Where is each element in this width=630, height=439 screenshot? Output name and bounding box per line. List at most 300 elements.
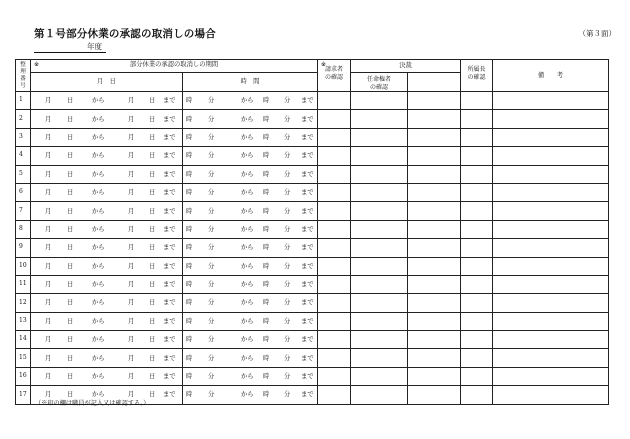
authority-confirm-cell[interactable] bbox=[351, 202, 408, 220]
requester-label-1: 請求者 bbox=[324, 66, 343, 73]
to-label: まで bbox=[301, 391, 314, 399]
from-label: から bbox=[241, 97, 254, 105]
time-range-field[interactable] bbox=[183, 239, 318, 257]
to-label: まで bbox=[163, 244, 176, 252]
remarks-cell[interactable] bbox=[493, 202, 609, 220]
requester-confirm-cell[interactable] bbox=[318, 386, 351, 404]
hour-label: 時 bbox=[263, 97, 270, 105]
month-label: 月 bbox=[45, 336, 52, 344]
month-label: 月 bbox=[45, 373, 52, 381]
date-range-field[interactable] bbox=[31, 239, 183, 257]
requester-confirm-cell[interactable] bbox=[318, 312, 351, 330]
minute-label: 分 bbox=[284, 281, 291, 289]
dept-head-confirm-cell[interactable] bbox=[461, 312, 493, 330]
year-label: 年度 bbox=[87, 42, 102, 51]
row-number: 15 bbox=[16, 349, 31, 367]
remarks-cell[interactable] bbox=[493, 183, 609, 201]
day-label: 日 bbox=[67, 336, 74, 344]
requester-confirm-cell[interactable] bbox=[318, 367, 351, 385]
row-number: 4 bbox=[16, 147, 31, 165]
minute-label: 分 bbox=[208, 299, 215, 307]
requester-confirm-cell[interactable] bbox=[318, 331, 351, 349]
hour-label: 時 bbox=[263, 189, 270, 197]
authority-confirm-cell[interactable] bbox=[351, 128, 408, 146]
authority-confirm-cell[interactable] bbox=[351, 92, 408, 110]
to-label: まで bbox=[301, 317, 314, 325]
date-range-field[interactable] bbox=[31, 312, 183, 330]
table-row bbox=[16, 147, 609, 165]
dept-head-confirm-cell[interactable] bbox=[461, 110, 493, 128]
table-row bbox=[16, 202, 609, 220]
month-label: 月 bbox=[128, 152, 135, 160]
row-number: 10 bbox=[16, 257, 31, 275]
dept-head-confirm-cell[interactable] bbox=[461, 275, 493, 293]
dept-head-confirm-cell[interactable] bbox=[461, 220, 493, 238]
remarks-cell[interactable] bbox=[493, 165, 609, 183]
time-range-field[interactable] bbox=[183, 202, 318, 220]
time-range-field[interactable] bbox=[183, 275, 318, 293]
time-range-field[interactable] bbox=[183, 294, 318, 312]
month-label: 月 bbox=[128, 391, 135, 399]
decision-cell[interactable] bbox=[408, 202, 461, 220]
row-number: 13 bbox=[16, 312, 31, 330]
authority-confirm-cell[interactable] bbox=[351, 110, 408, 128]
month-label: 月 bbox=[128, 281, 135, 289]
month-label: 月 bbox=[45, 244, 52, 252]
time-range-field[interactable] bbox=[183, 349, 318, 367]
requester-confirm-cell[interactable] bbox=[318, 257, 351, 275]
requester-confirm-cell[interactable] bbox=[318, 275, 351, 293]
remarks-cell[interactable] bbox=[493, 331, 609, 349]
form-title: 第１号部分休業の承認の取消しの場合 bbox=[34, 28, 216, 40]
date-range-field[interactable] bbox=[31, 220, 183, 238]
row-number: 1 bbox=[16, 92, 31, 110]
hour-label: 時 bbox=[263, 317, 270, 325]
from-label: から bbox=[241, 354, 254, 362]
to-label: まで bbox=[163, 281, 176, 289]
decision-cell[interactable] bbox=[408, 183, 461, 201]
authority-confirm-cell[interactable] bbox=[351, 386, 408, 404]
hour-label: 時 bbox=[263, 336, 270, 344]
date-range-field[interactable] bbox=[31, 147, 183, 165]
to-label: まで bbox=[163, 170, 176, 178]
column-number-header: 整 理 番 号 bbox=[16, 60, 31, 92]
day-label: 日 bbox=[149, 317, 156, 325]
time-range-field[interactable] bbox=[183, 183, 318, 201]
to-label: まで bbox=[163, 299, 176, 307]
authority-confirm-cell[interactable] bbox=[351, 367, 408, 385]
to-label: まで bbox=[301, 299, 314, 307]
hour-label: 時 bbox=[263, 281, 270, 289]
to-label: まで bbox=[163, 115, 176, 123]
month-label: 月 bbox=[45, 281, 52, 289]
remarks-cell[interactable] bbox=[493, 147, 609, 165]
minute-label: 分 bbox=[208, 115, 215, 123]
day-label: 日 bbox=[149, 170, 156, 178]
decision-cell[interactable] bbox=[408, 275, 461, 293]
authority-confirm-cell[interactable] bbox=[351, 220, 408, 238]
month-label: 月 bbox=[128, 262, 135, 270]
hour-label: 時 bbox=[263, 299, 270, 307]
from-label: から bbox=[92, 262, 105, 270]
to-label: まで bbox=[301, 336, 314, 344]
date-range-field[interactable] bbox=[31, 294, 183, 312]
row-number: 12 bbox=[16, 294, 31, 312]
to-label: まで bbox=[163, 207, 176, 215]
month-label: 月 bbox=[128, 207, 135, 215]
from-label: から bbox=[92, 354, 105, 362]
authority-confirm-cell[interactable] bbox=[351, 349, 408, 367]
hour-label: 時 bbox=[186, 244, 193, 252]
minute-label: 分 bbox=[284, 115, 291, 123]
day-label: 日 bbox=[67, 152, 74, 160]
day-label: 日 bbox=[149, 391, 156, 399]
decision-cell[interactable] bbox=[408, 110, 461, 128]
time-range-field[interactable] bbox=[183, 367, 318, 385]
from-label: から bbox=[92, 133, 105, 141]
dept-head-confirm-cell[interactable] bbox=[461, 349, 493, 367]
authority-confirm-cell[interactable] bbox=[351, 294, 408, 312]
decision-cell[interactable] bbox=[408, 312, 461, 330]
day-label: 日 bbox=[149, 299, 156, 307]
from-label: から bbox=[92, 244, 105, 252]
minute-label: 分 bbox=[284, 299, 291, 307]
authority-confirm-cell[interactable] bbox=[351, 183, 408, 201]
authority-confirm-cell[interactable] bbox=[351, 239, 408, 257]
month-label: 月 bbox=[128, 189, 135, 197]
time-range-field[interactable] bbox=[183, 147, 318, 165]
month-label: 月 bbox=[45, 170, 52, 178]
requester-confirm-cell[interactable] bbox=[318, 220, 351, 238]
to-label: まで bbox=[163, 391, 176, 399]
minute-label: 分 bbox=[208, 133, 215, 141]
month-label: 月 bbox=[45, 115, 52, 123]
decision-cell[interactable] bbox=[408, 257, 461, 275]
remarks-cell[interactable] bbox=[493, 128, 609, 146]
period-header bbox=[31, 60, 318, 73]
from-label: から bbox=[92, 281, 105, 289]
day-label: 日 bbox=[149, 115, 156, 123]
from-label: から bbox=[241, 244, 254, 252]
table-row bbox=[16, 220, 609, 238]
table-row bbox=[16, 312, 609, 330]
dept-head-confirm-cell[interactable] bbox=[461, 294, 493, 312]
time-range-field[interactable] bbox=[183, 220, 318, 238]
minute-label: 分 bbox=[284, 207, 291, 215]
hour-label: 時 bbox=[263, 244, 270, 252]
remarks-cell[interactable] bbox=[493, 220, 609, 238]
day-label: 日 bbox=[67, 317, 74, 325]
from-label: から bbox=[241, 225, 254, 233]
date-range-field[interactable] bbox=[31, 349, 183, 367]
year-field[interactable] bbox=[34, 40, 106, 53]
row-number: 9 bbox=[16, 239, 31, 257]
authority-confirm-cell[interactable] bbox=[351, 165, 408, 183]
day-label: 日 bbox=[149, 262, 156, 270]
from-label: から bbox=[241, 373, 254, 381]
remarks-cell[interactable] bbox=[493, 110, 609, 128]
table-row bbox=[16, 165, 609, 183]
date-range-field[interactable] bbox=[31, 110, 183, 128]
date-range-field[interactable] bbox=[31, 128, 183, 146]
to-label: まで bbox=[301, 207, 314, 215]
day-label: 日 bbox=[67, 391, 74, 399]
remarks-cell[interactable] bbox=[493, 239, 609, 257]
time-range-field[interactable] bbox=[183, 331, 318, 349]
time-range-field[interactable] bbox=[183, 386, 318, 404]
day-label: 日 bbox=[67, 225, 74, 233]
day-label: 日 bbox=[149, 152, 156, 160]
month-label: 月 bbox=[128, 225, 135, 233]
requester-confirm-cell[interactable] bbox=[318, 110, 351, 128]
dept-head-confirm-cell[interactable] bbox=[461, 331, 493, 349]
hour-label: 時 bbox=[263, 354, 270, 362]
from-label: から bbox=[241, 281, 254, 289]
table-row bbox=[16, 110, 609, 128]
requester-confirm-cell[interactable] bbox=[318, 294, 351, 312]
remarks-cell[interactable] bbox=[493, 294, 609, 312]
time-range-field[interactable] bbox=[183, 165, 318, 183]
day-label: 日 bbox=[67, 373, 74, 381]
decision-cell[interactable] bbox=[408, 92, 461, 110]
day-label: 日 bbox=[67, 115, 74, 123]
minute-label: 分 bbox=[208, 336, 215, 344]
remarks-cell[interactable] bbox=[493, 312, 609, 330]
month-label: 月 bbox=[128, 97, 135, 105]
from-label: から bbox=[92, 152, 105, 160]
minute-label: 分 bbox=[284, 170, 291, 178]
remarks-cell[interactable] bbox=[493, 386, 609, 404]
month-label: 月 bbox=[128, 336, 135, 344]
hour-label: 時 bbox=[186, 281, 193, 289]
to-label: まで bbox=[301, 189, 314, 197]
time-range-field[interactable] bbox=[183, 257, 318, 275]
row-number: 6 bbox=[16, 183, 31, 201]
month-label: 月 bbox=[45, 189, 52, 197]
mark-symbol: ※ bbox=[34, 62, 39, 68]
dept-head-confirm-cell[interactable] bbox=[461, 257, 493, 275]
time-range-field[interactable] bbox=[183, 128, 318, 146]
month-label: 月 bbox=[128, 133, 135, 141]
table-row bbox=[16, 367, 609, 385]
dept-head-confirm-cell[interactable] bbox=[461, 165, 493, 183]
hour-label: 時 bbox=[186, 354, 193, 362]
minute-label: 分 bbox=[208, 225, 215, 233]
row-number: 3 bbox=[16, 128, 31, 146]
day-label: 日 bbox=[67, 97, 74, 105]
requester-confirm-cell[interactable] bbox=[318, 128, 351, 146]
table-row bbox=[16, 349, 609, 367]
to-label: まで bbox=[301, 115, 314, 123]
date-range-field[interactable] bbox=[31, 165, 183, 183]
date-range-field[interactable] bbox=[31, 202, 183, 220]
month-label: 月 bbox=[45, 391, 52, 399]
minute-label: 分 bbox=[208, 281, 215, 289]
from-label: から bbox=[92, 115, 105, 123]
remarks-cell[interactable] bbox=[493, 92, 609, 110]
decision-cell[interactable] bbox=[408, 349, 461, 367]
decision-cell[interactable] bbox=[408, 331, 461, 349]
date-range-field[interactable] bbox=[31, 275, 183, 293]
hour-label: 時 bbox=[186, 152, 193, 160]
to-label: まで bbox=[163, 262, 176, 270]
from-label: から bbox=[241, 299, 254, 307]
minute-label: 分 bbox=[208, 262, 215, 270]
remarks-cell[interactable] bbox=[493, 367, 609, 385]
to-label: まで bbox=[163, 317, 176, 325]
remarks-cell[interactable] bbox=[493, 349, 609, 367]
hour-label: 時 bbox=[186, 97, 193, 105]
hour-label: 時 bbox=[186, 391, 193, 399]
time-range-field[interactable] bbox=[183, 312, 318, 330]
dept-head-confirm-cell[interactable] bbox=[461, 202, 493, 220]
table-row bbox=[16, 331, 609, 349]
requester-confirm-cell[interactable] bbox=[318, 92, 351, 110]
minute-label: 分 bbox=[284, 244, 291, 252]
minute-label: 分 bbox=[284, 373, 291, 381]
authority-confirm-cell[interactable] bbox=[351, 147, 408, 165]
table-row bbox=[16, 257, 609, 275]
table-row bbox=[16, 275, 609, 293]
decision-cell[interactable] bbox=[408, 220, 461, 238]
from-label: から bbox=[241, 152, 254, 160]
table-row bbox=[16, 239, 609, 257]
authority-label-2: の確認 bbox=[369, 83, 388, 91]
hour-label: 時 bbox=[263, 115, 270, 123]
requester-confirm-cell[interactable] bbox=[318, 183, 351, 201]
date-range-field[interactable] bbox=[31, 257, 183, 275]
day-label: 日 bbox=[149, 244, 156, 252]
month-label: 月 bbox=[45, 207, 52, 215]
minute-label: 分 bbox=[208, 373, 215, 381]
month-label: 月 bbox=[45, 225, 52, 233]
authority-confirm-cell[interactable] bbox=[351, 275, 408, 293]
from-label: から bbox=[92, 207, 105, 215]
hour-label: 時 bbox=[186, 170, 193, 178]
remarks-cell[interactable] bbox=[493, 275, 609, 293]
from-label: から bbox=[241, 317, 254, 325]
requester-confirm-cell[interactable] bbox=[318, 202, 351, 220]
dept-head-label-2: の確認 bbox=[467, 73, 486, 81]
requester-confirm-cell[interactable] bbox=[318, 165, 351, 183]
month-label: 月 bbox=[128, 244, 135, 252]
time-range-field[interactable] bbox=[183, 92, 318, 110]
from-label: から bbox=[241, 133, 254, 141]
to-label: まで bbox=[301, 281, 314, 289]
date-range-field[interactable] bbox=[31, 92, 183, 110]
minute-label: 分 bbox=[208, 244, 215, 252]
from-label: から bbox=[241, 170, 254, 178]
minute-label: 分 bbox=[208, 207, 215, 215]
row-number: 2 bbox=[16, 110, 31, 128]
authority-confirm-cell[interactable] bbox=[351, 312, 408, 330]
decision-cell[interactable] bbox=[408, 367, 461, 385]
from-label: から bbox=[241, 115, 254, 123]
minute-label: 分 bbox=[284, 152, 291, 160]
time-range-field[interactable] bbox=[183, 110, 318, 128]
month-label: 月 bbox=[45, 299, 52, 307]
date-range-field[interactable] bbox=[31, 367, 183, 385]
day-label: 日 bbox=[67, 170, 74, 178]
hour-label: 時 bbox=[186, 299, 193, 307]
table-row bbox=[16, 128, 609, 146]
from-label: から bbox=[241, 391, 254, 399]
remarks-cell[interactable] bbox=[493, 257, 609, 275]
to-label: まで bbox=[301, 225, 314, 233]
from-label: から bbox=[92, 97, 105, 105]
from-label: から bbox=[241, 336, 254, 344]
hour-label: 時 bbox=[186, 373, 193, 381]
from-label: から bbox=[241, 262, 254, 270]
decision-cell[interactable] bbox=[408, 128, 461, 146]
minute-label: 分 bbox=[284, 189, 291, 197]
decision-cell[interactable] bbox=[408, 386, 461, 404]
to-label: まで bbox=[301, 170, 314, 178]
month-label: 月 bbox=[45, 317, 52, 325]
date-range-field[interactable] bbox=[31, 331, 183, 349]
to-label: まで bbox=[163, 152, 176, 160]
cancellation-table bbox=[15, 59, 609, 405]
to-label: まで bbox=[301, 152, 314, 160]
to-label: まで bbox=[163, 97, 176, 105]
hour-label: 時 bbox=[263, 207, 270, 215]
requester-confirm-header bbox=[318, 60, 351, 92]
decision-cell[interactable] bbox=[408, 147, 461, 165]
authority-confirm-cell[interactable] bbox=[351, 331, 408, 349]
day-label: 日 bbox=[149, 97, 156, 105]
minute-label: 分 bbox=[208, 354, 215, 362]
from-label: から bbox=[92, 299, 105, 307]
hour-label: 時 bbox=[263, 225, 270, 233]
month-label: 月 bbox=[45, 152, 52, 160]
dept-head-confirm-cell[interactable] bbox=[461, 367, 493, 385]
dept-head-confirm-cell[interactable] bbox=[461, 128, 493, 146]
dept-head-confirm-cell[interactable] bbox=[461, 183, 493, 201]
from-label: から bbox=[92, 317, 105, 325]
month-label: 月 bbox=[128, 317, 135, 325]
row-number: 14 bbox=[16, 331, 31, 349]
hour-label: 時 bbox=[263, 391, 270, 399]
hour-label: 時 bbox=[263, 133, 270, 141]
hour-label: 時 bbox=[186, 225, 193, 233]
minute-label: 分 bbox=[284, 225, 291, 233]
requester-label-2: の確認 bbox=[324, 73, 343, 81]
to-label: まで bbox=[301, 244, 314, 252]
hour-label: 時 bbox=[186, 189, 193, 197]
dept-head-confirm-cell[interactable] bbox=[461, 239, 493, 257]
hour-label: 時 bbox=[186, 262, 193, 270]
requester-confirm-cell[interactable] bbox=[318, 239, 351, 257]
footnote: （※印の欄は職員が記入又は確認する。） bbox=[35, 400, 150, 407]
authority-confirm-cell[interactable] bbox=[351, 257, 408, 275]
decision-cell[interactable] bbox=[408, 165, 461, 183]
decision-cell[interactable] bbox=[408, 239, 461, 257]
remarks-header: 備 考 bbox=[493, 60, 609, 92]
month-label: 月 bbox=[45, 97, 52, 105]
month-label: 月 bbox=[45, 262, 52, 270]
decision-cell[interactable] bbox=[408, 294, 461, 312]
dept-head-confirm-cell[interactable] bbox=[461, 386, 493, 404]
from-label: から bbox=[92, 189, 105, 197]
dept-head-confirm-header bbox=[461, 60, 493, 92]
date-range-field[interactable] bbox=[31, 183, 183, 201]
row-number: 16 bbox=[16, 367, 31, 385]
dept-head-confirm-cell[interactable] bbox=[461, 92, 493, 110]
requester-confirm-cell[interactable] bbox=[318, 349, 351, 367]
requester-confirm-cell[interactable] bbox=[318, 147, 351, 165]
day-label: 日 bbox=[149, 281, 156, 289]
dept-head-confirm-cell[interactable] bbox=[461, 147, 493, 165]
